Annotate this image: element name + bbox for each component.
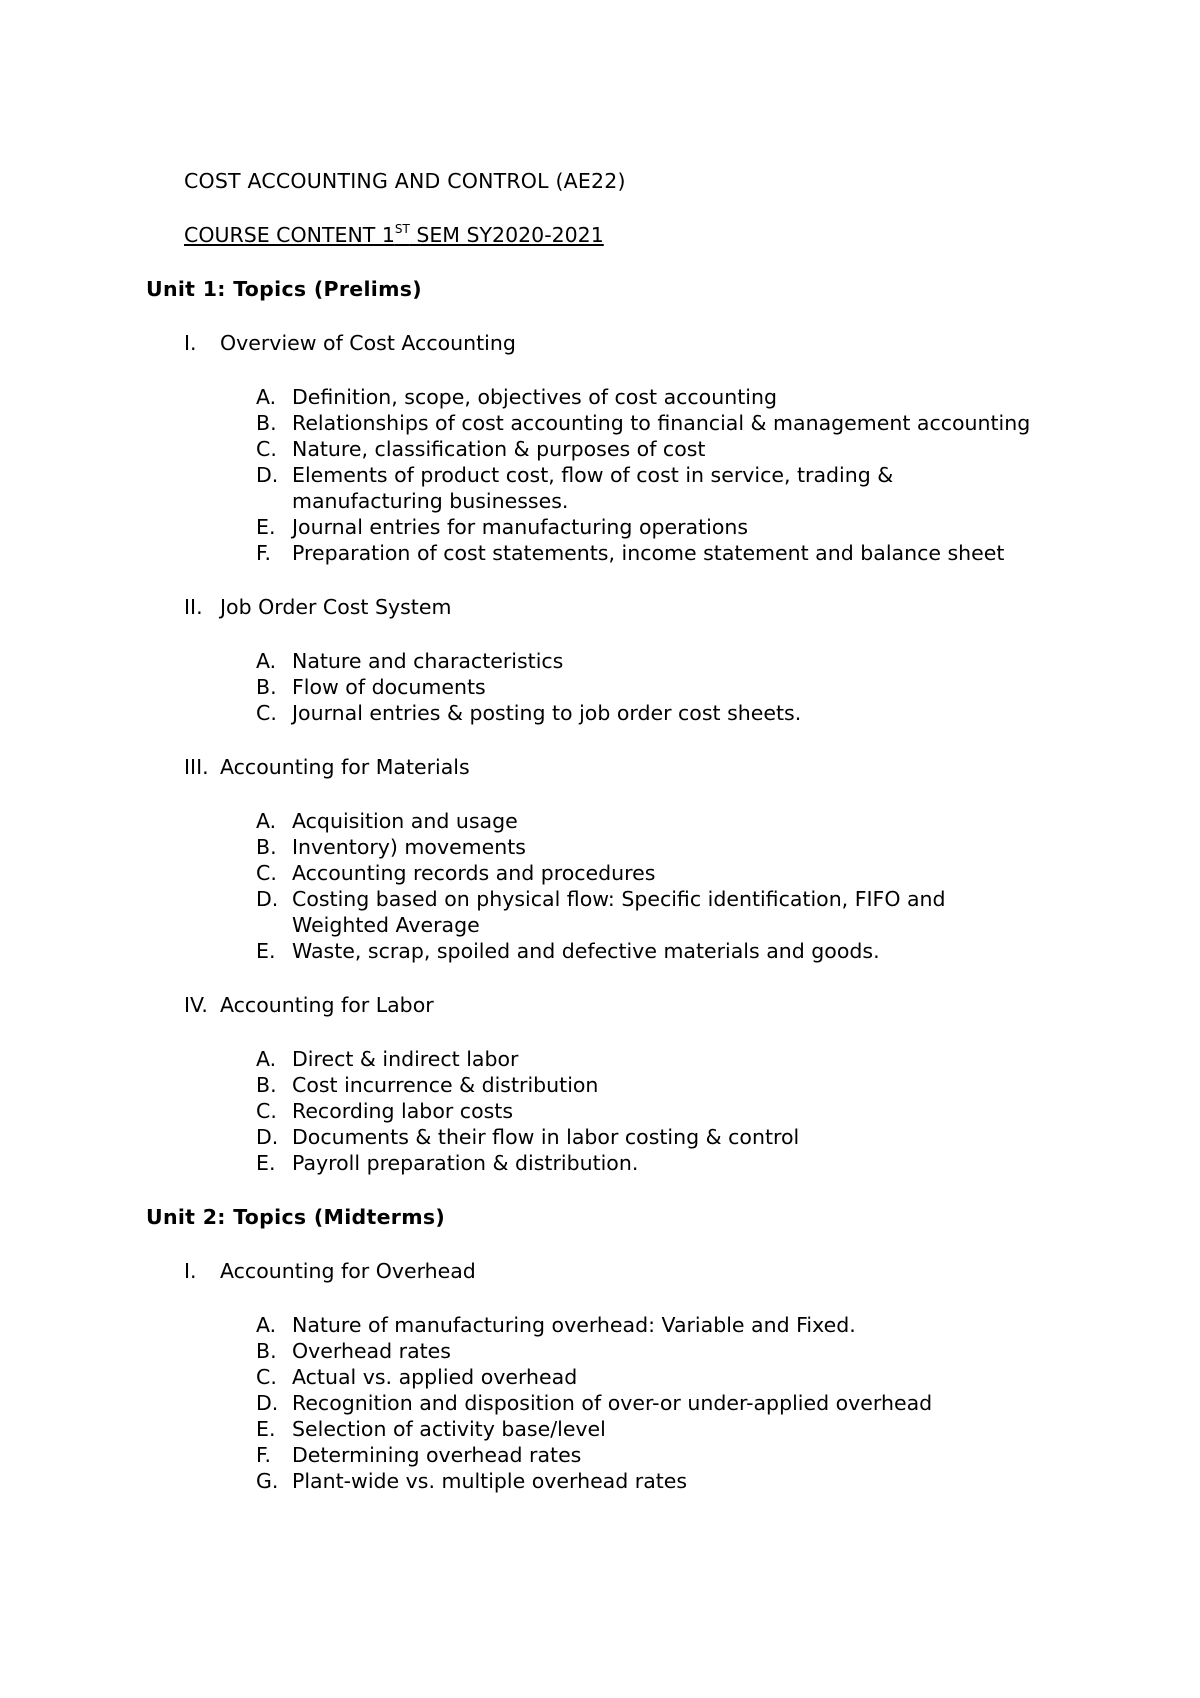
list-item xyxy=(256,648,1046,674)
topic-list xyxy=(256,648,1046,726)
section-heading xyxy=(184,754,1046,780)
section-title: Accounting for Labor xyxy=(220,993,434,1017)
section-title: Accounting for Overhead xyxy=(220,1259,476,1283)
topic-list xyxy=(256,1046,1046,1176)
list-item xyxy=(256,410,1046,436)
item-letter: F. xyxy=(256,541,272,565)
document-subtitle xyxy=(184,222,1046,248)
item-letter: C. xyxy=(256,1099,277,1123)
section-heading xyxy=(184,992,1046,1018)
outline-section xyxy=(146,594,1046,726)
item-text: Inventory) movements xyxy=(292,835,526,859)
list-item xyxy=(256,1098,1046,1124)
item-letter: B. xyxy=(256,1073,277,1097)
item-text: Acquisition and usage xyxy=(292,809,518,833)
item-text: Journal entries for manufacturing operations xyxy=(292,515,749,539)
item-text: Elements of product cost, flow of cost in service, trading & manufacturing businesses. xyxy=(292,463,894,513)
list-item xyxy=(256,462,1046,514)
item-text: Waste, scrap, spoiled and defective materials and goods. xyxy=(292,939,880,963)
item-text: Cost incurrence & distribution xyxy=(292,1073,599,1097)
list-item xyxy=(256,1046,1046,1072)
list-item xyxy=(256,1150,1046,1176)
section-numeral: IV. xyxy=(184,993,208,1017)
list-item xyxy=(256,1442,1046,1468)
list-item xyxy=(256,436,1046,462)
section-title: Job Order Cost System xyxy=(220,595,452,619)
item-letter: C. xyxy=(256,701,277,725)
item-letter: E. xyxy=(256,1151,276,1175)
item-text: Determining overhead rates xyxy=(292,1443,582,1467)
list-item xyxy=(256,1124,1046,1150)
item-text: Relationships of cost accounting to financial & management accounting xyxy=(292,411,1031,435)
list-item xyxy=(256,938,1046,964)
document-body xyxy=(146,168,1046,1515)
item-letter: D. xyxy=(256,1391,279,1415)
list-item xyxy=(256,1390,1046,1416)
list-item xyxy=(256,1468,1046,1494)
list-item xyxy=(256,384,1046,410)
list-item xyxy=(256,1072,1046,1098)
item-letter: C. xyxy=(256,437,277,461)
section-heading xyxy=(184,330,1046,356)
item-letter: E. xyxy=(256,939,276,963)
item-text: Nature, classification & purposes of cost xyxy=(292,437,706,461)
item-letter: B. xyxy=(256,835,277,859)
outline-section xyxy=(146,992,1046,1176)
section-numeral: I. xyxy=(184,1259,197,1283)
section-heading xyxy=(184,1258,1046,1284)
outline-section xyxy=(146,1258,1046,1494)
item-text: Actual vs. applied overhead xyxy=(292,1365,578,1389)
item-letter: D. xyxy=(256,463,279,487)
subtitle-semester: SEM SY2020-2021 xyxy=(409,223,604,247)
item-text: Nature and characteristics xyxy=(292,649,564,673)
item-text: Preparation of cost statements, income statement and balance sheet xyxy=(292,541,1005,565)
item-text: Recording labor costs xyxy=(292,1099,514,1123)
list-item xyxy=(256,1364,1046,1390)
section-title: Accounting for Materials xyxy=(220,755,470,779)
item-text: Costing based on physical flow: Specific identification, FIFO and Weighted Average xyxy=(292,887,946,937)
item-text: Plant-wide vs. multiple overhead rates xyxy=(292,1469,688,1493)
list-item xyxy=(256,674,1046,700)
item-letter: F. xyxy=(256,1443,272,1467)
section-numeral: I. xyxy=(184,331,197,355)
item-text: Definition, scope, objectives of cost accounting xyxy=(292,385,777,409)
list-item xyxy=(256,860,1046,886)
item-letter: B. xyxy=(256,1339,277,1363)
section-numeral: III. xyxy=(184,755,209,779)
item-letter: C. xyxy=(256,1365,277,1389)
item-text: Documents & their flow in labor costing & control xyxy=(292,1125,800,1149)
item-letter: D. xyxy=(256,887,279,911)
item-letter: E. xyxy=(256,515,276,539)
item-text: Payroll preparation & distribution. xyxy=(292,1151,639,1175)
subtitle-text: COURSE CONTENT 1 xyxy=(184,223,395,247)
item-text: Selection of activity base/level xyxy=(292,1417,606,1441)
item-letter: A. xyxy=(256,649,277,673)
unit-heading: Unit 2: Topics (Midterms) xyxy=(146,1205,446,1229)
item-text: Accounting records and procedures xyxy=(292,861,656,885)
item-letter: B. xyxy=(256,675,277,699)
subtitle-ordinal: ST xyxy=(394,222,410,236)
list-item xyxy=(256,514,1046,540)
list-item xyxy=(256,808,1046,834)
item-text: Journal entries & posting to job order cost sheets. xyxy=(292,701,802,725)
list-item xyxy=(256,886,1046,938)
topic-list xyxy=(256,384,1046,566)
unit-heading: Unit 1: Topics (Prelims) xyxy=(146,277,422,301)
units-container xyxy=(146,276,1046,1494)
item-letter: G. xyxy=(256,1469,279,1493)
document-title: COST ACCOUNTING AND CONTROL (AE22) xyxy=(184,169,626,193)
item-letter: A. xyxy=(256,1313,277,1337)
item-letter: A. xyxy=(256,1047,277,1071)
section-numeral: II. xyxy=(184,595,203,619)
item-letter: E. xyxy=(256,1417,276,1441)
item-text: Recognition and disposition of over-or under-applied overhead xyxy=(292,1391,933,1415)
section-heading xyxy=(184,594,1046,620)
item-text: Nature of manufacturing overhead: Variable and Fixed. xyxy=(292,1313,856,1337)
topic-list xyxy=(256,808,1046,964)
list-item xyxy=(256,834,1046,860)
item-letter: A. xyxy=(256,385,277,409)
item-letter: D. xyxy=(256,1125,279,1149)
item-letter: C. xyxy=(256,861,277,885)
item-letter: A. xyxy=(256,809,277,833)
item-text: Direct & indirect labor xyxy=(292,1047,519,1071)
item-letter: B. xyxy=(256,411,277,435)
outline-section xyxy=(146,754,1046,964)
list-item xyxy=(256,700,1046,726)
list-item xyxy=(256,1416,1046,1442)
item-text: Overhead rates xyxy=(292,1339,451,1363)
section-title: Overview of Cost Accounting xyxy=(220,331,516,355)
list-item xyxy=(256,1338,1046,1364)
topic-list xyxy=(256,1312,1046,1494)
list-item xyxy=(256,1312,1046,1338)
outline-section xyxy=(146,330,1046,566)
list-item xyxy=(256,540,1046,566)
item-text: Flow of documents xyxy=(292,675,486,699)
